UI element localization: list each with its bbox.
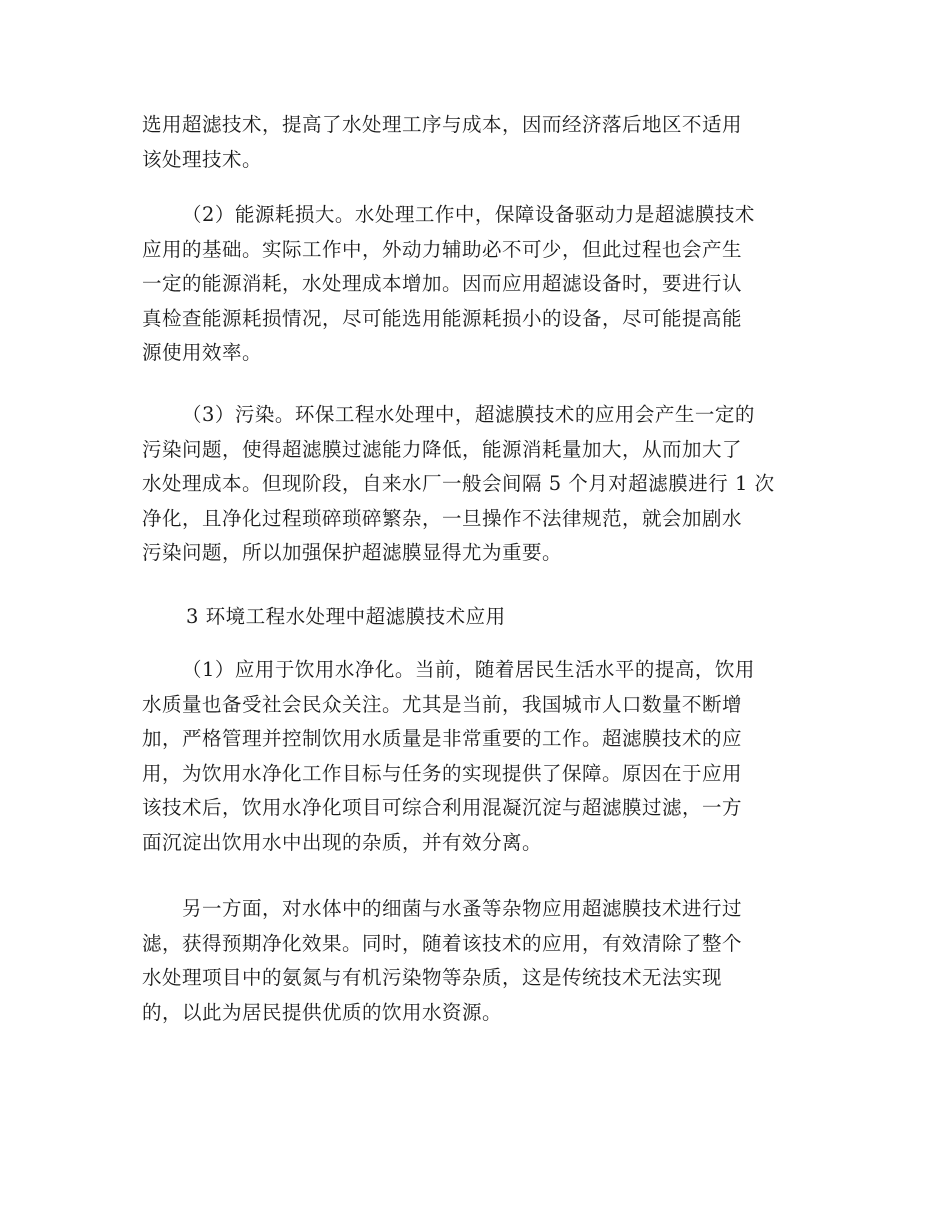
text-line: 水质量也备受社会民众关注。尤其是当前，我国城市人口数量不断增 bbox=[142, 692, 743, 716]
text-line: 面沉淀出饮用水中出现的杂质，并有效分离。 bbox=[142, 830, 543, 854]
text-line: 真检查能源耗损情况，尽可能选用能源耗损小的设备，尽可能提高能 bbox=[142, 306, 743, 330]
text-line: （3）污染。环保工程水处理中，超滤膜技术的应用会产生一定的 bbox=[182, 403, 755, 426]
text-line: 应用的基础。实际工作中，外动力辅助必不可少，但此过程也会产生 bbox=[142, 237, 743, 261]
text-line: 一定的能源消耗，水处理成本增加。因而应用超滤设备时，要进行认 bbox=[142, 272, 743, 295]
text-line: 滤，获得预期净化效果。同时，随着该技术的应用，有效清除了整个 bbox=[142, 931, 743, 955]
text-line: 的，以此为居民提供优质的饮用水资源。 bbox=[142, 1000, 503, 1024]
text-line: 水处理成本。但现阶段，自来水厂一般会间隔 5 个月对超滤膜进行 1 次 bbox=[142, 472, 775, 495]
text-line: 水处理项目中的氨氮与有机污染物等杂质，这是传统技术无法实现 bbox=[142, 966, 723, 989]
text-line: 污染问题，所以加强保护超滤膜显得尤为重要。 bbox=[142, 541, 563, 564]
text-line: 源使用效率。 bbox=[142, 341, 263, 364]
paragraph-energy-loss bbox=[142, 198, 812, 371]
text-line: 用，为饮用水净化工作目标与任务的实现提供了保障。原因在于应用 bbox=[142, 761, 743, 785]
section-heading bbox=[142, 600, 812, 635]
text-line: 另一方面，对水体中的细菌与水蚤等杂物应用超滤膜技术进行过 bbox=[182, 897, 743, 920]
text-line: （1）应用于饮用水净化。当前，随着居民生活水平的提高，饮用 bbox=[182, 658, 755, 681]
text-line: 净化，且净化过程琐碎琐碎繁杂，一旦操作不法律规范，就会加剧水 bbox=[142, 506, 743, 530]
paragraph-other-aspect bbox=[142, 892, 812, 1030]
section-title: 3 环境工程水处理中超滤膜技术应用 bbox=[186, 605, 506, 628]
paragraph-pollution bbox=[142, 398, 812, 571]
text-line: 选用超滤技术，提高了水处理工序与成本，因而经济落后地区不适用 bbox=[142, 113, 743, 136]
text-line: （2）能源耗损大。水处理工作中，保障设备驱动力是超滤膜技术 bbox=[182, 203, 755, 226]
text-line: 加，严格管理并控制饮用水质量是非常重要的工作。超滤膜技术的应 bbox=[142, 727, 743, 750]
paragraph-drinking-water bbox=[142, 653, 812, 860]
text-line: 该技术后，饮用水净化项目可综合利用混凝沉淀与超滤膜过滤，一方 bbox=[142, 796, 743, 819]
text-line: 污染问题，使得超滤膜过滤能力降低，能源消耗量加大，从而加大了 bbox=[142, 437, 743, 461]
text-line: 该处理技术。 bbox=[142, 147, 263, 171]
paragraph-continuation bbox=[142, 108, 812, 177]
